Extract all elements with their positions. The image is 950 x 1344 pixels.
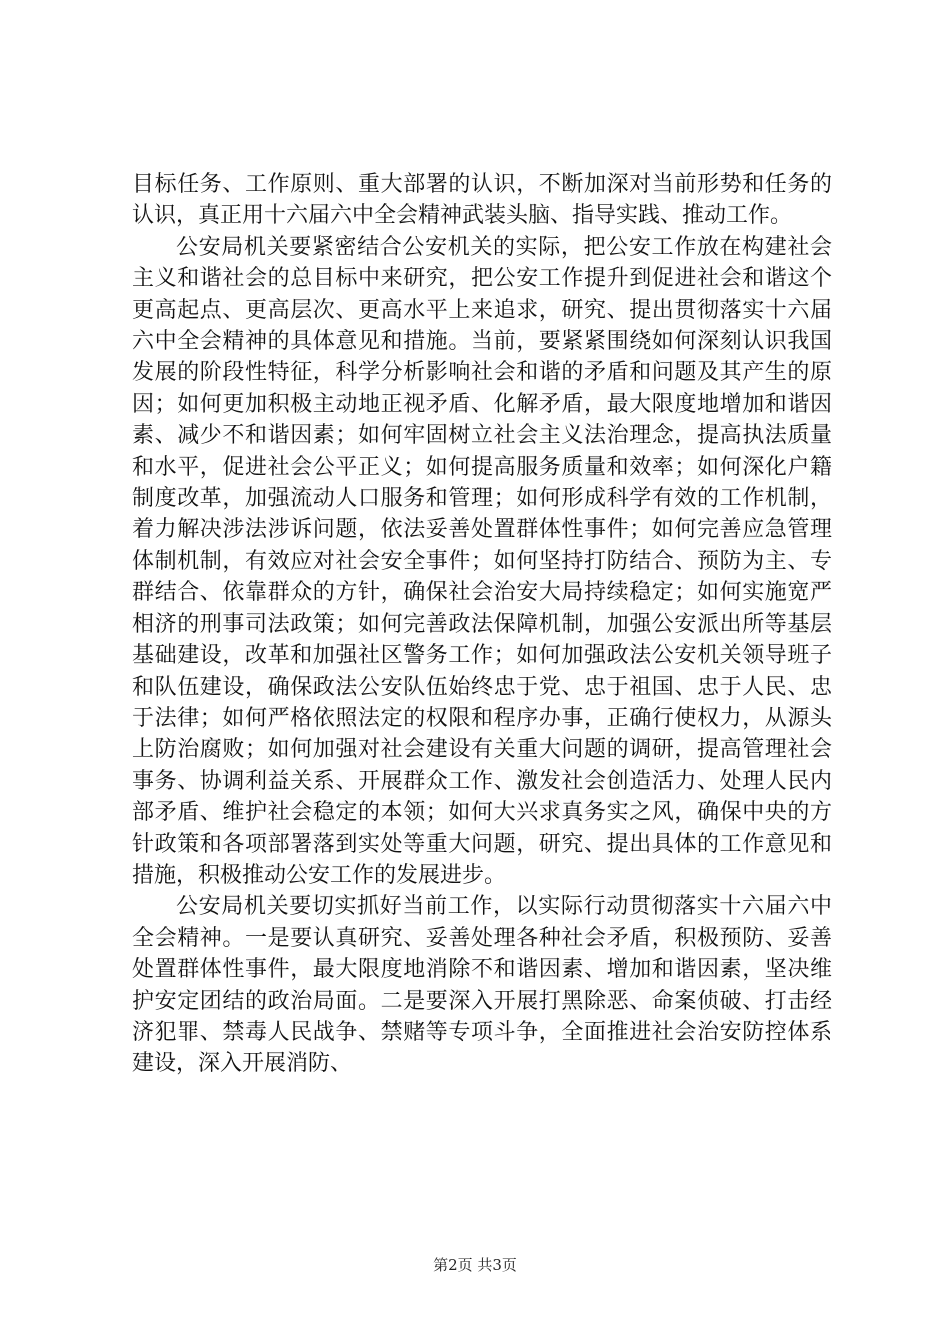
paragraph-current-work: 公安局机关要切实抓好当前工作，以实际行动贯彻落实十六届六中全会精神。一是要认真研究、妥善处理各种社会矛盾，积极预防、妥善处置群体性事件，最大限度地消除不和谐因素、增加和谐因素，坚决维护安定团结的政治局面。二是要深入开展打黑除恶、命案侦破、打击经济犯罪、禁毒人民战争、禁赌等专项斗争，全面推进社会治安防控体系建设，深入开展消防、 [132,894,832,1077]
document-body [132,169,832,1080]
page-number-footer: 第2页 共3页 [433,1256,517,1274]
paragraph-research-measures: 公安局机关要紧密结合公安机关的实际，把公安工作放在构建社会主义和谐社会的总目标中来研究，把公安工作提升到促进社会和谐这个更高起点、更高层次、更高水平上来追求，研究、提出贯彻落实十六届六中全会精神的具体意见和措施。当前，要紧紧围绕如何深刻认识我国发展的阶段性特征，科学分析影响社会和谐的矛盾和问题及其产生的原因；如何更加积极主动地正视矛盾、化解矛盾，最大限度地增加和谐因素、减少不和谐因素；如何牢固树立社会主义法治理念，提高执法质量和水平，促进社会公平正义；如何提高服务质量和效率；如何深化户籍制度改革，加强流动人口服务和管理；如何形成科学有效的工作机制，着力解决涉法涉诉问题，依法妥善处置群体性事件；如何完善应急管理体制机制，有效应对社会安全事件；如何坚持打防结合、预防为主、专群结合、依靠群众的方针，确保社会治安大局持续稳定；如何实施宽严相济的刑事司法政策；如何完善政法保障机制，加强公安派出所等基层基础建设，改革和加强社区警务工作；如何加强政法公安机关领导班子和队伍建设，确保政法公安队伍始终忠于党、忠于祖国、忠于人民、忠于法律；如何严格依照法定的权限和程序办事，正确行使权力，从源头上防治腐败；如何加强对社会建设有关重大问题的调研，提高管理社会事务、协调利益关系、开展群众工作、激发社会创造活力、处理人民内部矛盾、维护社会稳定的本领；如何大兴求真务实之风，确保中央的方针政策和各项部署落到实处等重大问题，研究、提出具体的工作意见和措施，积极推动公安工作的发展进步。 [132,234,832,888]
paragraph-continuation: 目标任务、工作原则、重大部署的认识，不断加深对当前形势和任务的认识，真正用十六届六中全会精神武装头脑、指导实践、推动工作。 [132,172,832,229]
